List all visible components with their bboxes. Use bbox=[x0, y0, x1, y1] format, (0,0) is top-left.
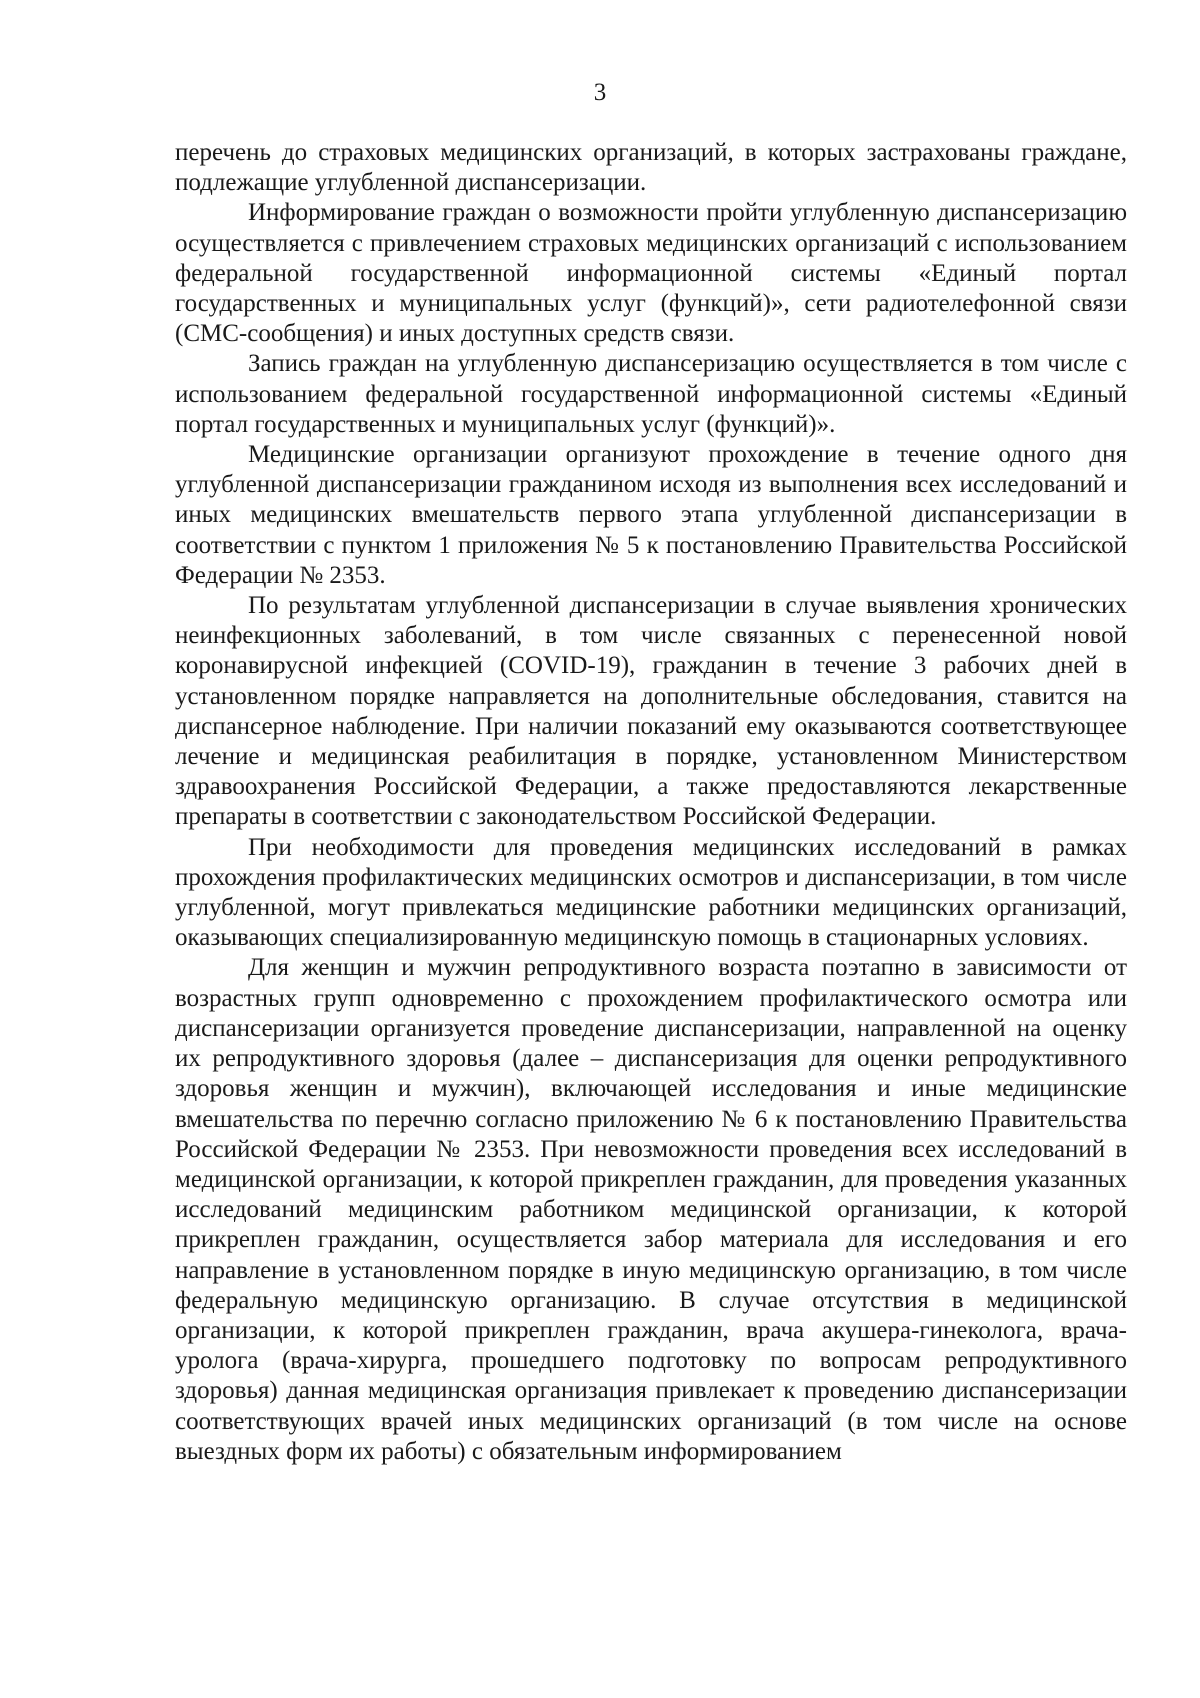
document-body bbox=[175, 138, 1127, 1467]
paragraph-registration: Запись граждан на углубленную диспансеризацию осуществляется в том числе с использованием федеральной государственной информационной системы «Единый портал государственных и муниципальных услуг (функций)». bbox=[175, 350, 1127, 438]
paragraph-staff-involvement: При необходимости для проведения медицинских исследований в рамках прохождения профилактических медицинских осмотров и диспансеризации, в том числе углубленной, могут привлекаться медицинские работники медицинских организаций, оказывающих специализированную медицинскую помощь в стационарных условиях. bbox=[175, 833, 1127, 952]
page-number: 3 bbox=[593, 79, 607, 106]
paragraph-continuation: перечень до страховых медицинских организаций, в которых застрахованы граждане, подлежащие углубленной диспансеризации. bbox=[175, 139, 1127, 197]
paragraph-informing: Информирование граждан о возможности пройти углубленную диспансеризацию осуществляется с привлечением страховых медицинских организаций с использованием федеральной государственной информационной системы «Единый портал государственных и муниципальных услуг (функций)», сети радиотелефонной связи (СМС-сообщения) и иных доступных средств связи. bbox=[175, 199, 1127, 348]
paragraph-results: По результатам углубленной диспансеризации в случае выявления хронических неинфекционных заболеваний, в том числе связанных с перенесенной новой коронавирусной инфекцией (COVID-19), гражданин в течение 3 рабочих дней в установленном порядке направляется на дополнительные обследования, ставится на диспансерное наблюдение. При наличии показаний ему оказываются соответствующее лечение и медицинская реабилитация в порядке, установленном Министерством здравоохранения Российской Федерации, а также предоставляются лекарственные препараты в соответствии с законодательством Российской Федерации. bbox=[175, 592, 1127, 831]
paragraph-reproductive-health: Для женщин и мужчин репродуктивного возраста поэтапно в зависимости от возрастных групп одновременно с прохождением профилактического осмотра или диспансеризации организуется проведение диспансеризации, направленной на оценку их репродуктивного здоровья (далее – диспансеризация для оценки репродуктивного здоровья женщин и мужчин), включающей исследования и иные медицинские вмешательства по перечню согласно приложению № 6 к постановлению Правительства Российской Федерации № 2353. При невозможности проведения всех исследований в медицинской организации, к которой прикреплен гражданин, для проведения указанных исследований медицинским работником медицинской организации, к которой прикреплен гражданин, осуществляется забор материала для исследования и его направление в установленном порядке в иную медицинскую организацию, в том числе федеральную медицинскую организацию. В случае отсутствия в медицинской организации, к которой прикреплен гражданин, врача акушера-гинеколога, врача-уролога (врача-хирурга, прошедшего подготовку по вопросам репродуктивного здоровья) данная медицинская организация привлекает к проведению диспансеризации соответствующих врачей иных медицинских организаций (в том числе на основе выездных форм их работы) с обязательным информированием bbox=[175, 954, 1127, 1465]
paragraph-one-day-completion: Медицинские организации организуют прохождение в течение одного дня углубленной диспансеризации гражданином исходя из выполнения всех исследований и иных медицинских вмешательств первого этапа углубленной диспансеризации в соответствии с пунктом 1 приложения № 5 к постановлению Правительства Российской Федерации № 2353. bbox=[175, 441, 1127, 589]
